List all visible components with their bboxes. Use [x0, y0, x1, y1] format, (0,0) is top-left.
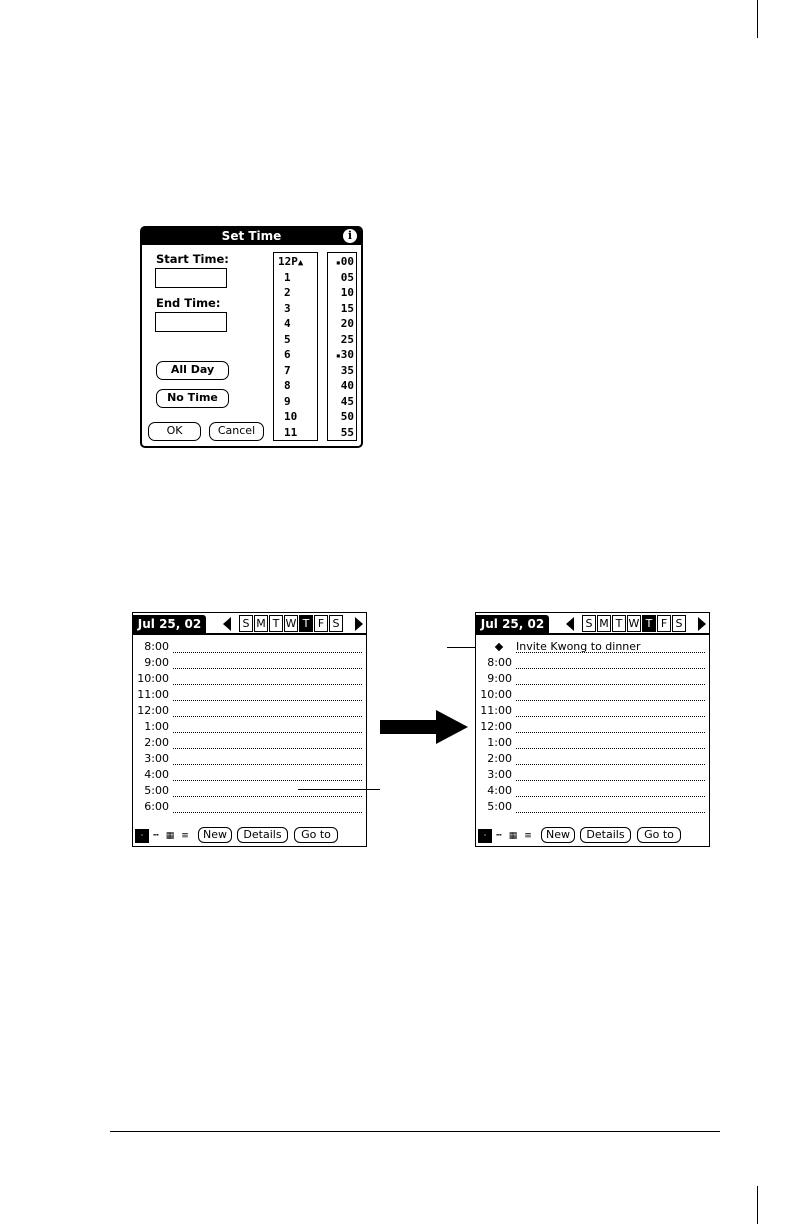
day-view-header	[476, 613, 709, 635]
time-slot-row[interactable]	[476, 671, 709, 687]
date-title[interactable]: Jul 25, 02	[476, 615, 549, 633]
minute-label: 55	[340, 425, 354, 439]
marker-icon: ▪	[335, 258, 341, 267]
slot-line	[516, 668, 705, 669]
minute-option[interactable]	[328, 254, 356, 270]
start-time-field[interactable]	[155, 268, 227, 288]
time-label[interactable]: 2:00	[487, 752, 512, 765]
time-label[interactable]: 11:00	[137, 688, 169, 701]
slot-line	[516, 700, 705, 701]
slot-line	[516, 812, 705, 813]
time-slot-row[interactable]	[133, 735, 366, 751]
slot-line	[516, 796, 705, 797]
crop-mark	[757, 0, 758, 38]
minute-label: 50	[340, 410, 354, 423]
day-button[interactable]: S	[672, 615, 686, 632]
minute-option[interactable]	[328, 378, 356, 394]
time-slot-row[interactable]	[476, 655, 709, 671]
slot-line	[516, 780, 705, 781]
time-slot-row[interactable]	[133, 655, 366, 671]
time-label[interactable]: 1:00	[144, 720, 169, 733]
hour-option[interactable]: 3	[284, 301, 291, 315]
time-slot-row[interactable]	[133, 783, 366, 799]
time-slot-row[interactable]	[133, 639, 366, 655]
transition-arrow-icon	[380, 710, 470, 744]
marker-icon: ▪	[335, 351, 341, 360]
time-slot-row[interactable]	[133, 671, 366, 687]
crop-mark	[757, 1186, 758, 1224]
time-slot-row[interactable]	[476, 735, 709, 751]
command-bar	[133, 824, 366, 846]
time-label[interactable]: 9:00	[487, 672, 512, 685]
time-slot-row[interactable]	[133, 767, 366, 783]
minute-list[interactable]	[327, 252, 357, 441]
minute-option[interactable]	[328, 270, 356, 286]
slot-line	[173, 668, 362, 669]
minute-label: 40	[340, 379, 354, 392]
hour-option[interactable]: 5	[284, 332, 291, 346]
slot-line	[173, 684, 362, 685]
slot-line	[173, 796, 362, 797]
day-button[interactable]: M	[254, 615, 268, 632]
time-label[interactable]: 5:00	[144, 784, 169, 797]
hour-option[interactable]: 8	[284, 379, 291, 392]
previous-week-arrow-icon[interactable]	[566, 617, 574, 631]
header-divider	[476, 633, 709, 635]
minute-option[interactable]	[328, 394, 356, 410]
time-slot-row[interactable]	[133, 751, 366, 767]
time-label[interactable]: 6:00	[144, 800, 169, 813]
time-label[interactable]: 9:00	[144, 656, 169, 669]
footer-rule	[110, 1131, 720, 1132]
hour-option[interactable]: 9	[284, 394, 291, 408]
time-label[interactable]: 10:00	[480, 688, 512, 701]
day-button[interactable]: F	[657, 615, 671, 632]
hour-option[interactable]: 1	[284, 270, 291, 284]
no-time-button[interactable]: No Time	[156, 389, 229, 408]
day-button[interactable]: F	[314, 615, 328, 632]
day-button[interactable]: S	[329, 615, 343, 632]
time-label[interactable]: 12:00	[137, 704, 169, 717]
time-slot-row[interactable]	[476, 687, 709, 703]
minute-option[interactable]	[328, 301, 356, 317]
slot-line	[516, 716, 705, 717]
new-button[interactable]: New	[198, 827, 232, 843]
minute-option[interactable]	[328, 285, 356, 301]
details-button[interactable]: Details	[237, 827, 288, 843]
minute-label: 10	[340, 286, 354, 299]
slot-line	[516, 748, 705, 749]
time-label[interactable]: 4:00	[144, 768, 169, 781]
time-label[interactable]: 10:00	[137, 672, 169, 685]
slot-line	[173, 700, 362, 701]
time-slot-row[interactable]	[476, 719, 709, 735]
minute-label: 05	[340, 270, 354, 284]
go-to-button[interactable]: Go to	[294, 827, 338, 843]
slot-line	[173, 780, 362, 781]
untimed-event-diamond-icon	[495, 643, 503, 651]
month-view-icon[interactable]: ▦	[508, 831, 518, 841]
next-week-arrow-icon[interactable]	[698, 617, 706, 631]
hour-option[interactable]: 12P▲	[274, 254, 317, 270]
time-slot-row[interactable]	[133, 687, 366, 703]
details-button[interactable]: Details	[580, 827, 631, 843]
hour-option[interactable]: 7	[284, 363, 291, 377]
time-slot-row[interactable]	[476, 703, 709, 719]
minute-label: 25	[340, 332, 354, 346]
time-slot-row[interactable]	[476, 767, 709, 783]
minute-option[interactable]	[328, 363, 356, 379]
time-label[interactable]: 11:00	[480, 704, 512, 717]
minute-label: 45	[340, 394, 354, 408]
event-description[interactable]: Invite Kwong to dinner	[516, 640, 641, 653]
slot-line	[173, 732, 362, 733]
header-divider	[133, 633, 366, 635]
up-arrow-icon[interactable]: ▲	[297, 258, 304, 268]
time-label[interactable]: 5:00	[487, 800, 512, 813]
day-button[interactable]: M	[597, 615, 611, 632]
next-week-arrow-icon[interactable]	[355, 617, 363, 631]
cancel-button[interactable]: Cancel	[209, 422, 264, 441]
minute-label: 20	[340, 317, 354, 330]
slot-line	[173, 812, 362, 813]
hour-option[interactable]: 6	[284, 348, 291, 361]
time-label[interactable]: 3:00	[144, 752, 169, 765]
hour-option[interactable]: 10	[284, 410, 298, 423]
hour-list[interactable]	[273, 252, 318, 441]
end-time-field[interactable]	[155, 312, 227, 332]
time-label[interactable]: 4:00	[487, 784, 512, 797]
new-button[interactable]: New	[541, 827, 575, 843]
time-label[interactable]: 3:00	[487, 768, 512, 781]
all-day-button[interactable]: All Day	[156, 361, 229, 380]
start-time-label: Start Time:	[156, 252, 229, 266]
minute-label: 30	[340, 348, 354, 361]
agenda-view-icon[interactable]: ≡	[181, 831, 189, 841]
minute-option[interactable]	[328, 409, 356, 425]
hour-option[interactable]: 2	[284, 286, 291, 299]
slot-line	[516, 732, 705, 733]
time-slot-row[interactable]	[476, 751, 709, 767]
week-view-icon[interactable]: ┅	[496, 831, 502, 841]
time-slot-row[interactable]	[133, 719, 366, 735]
info-icon[interactable]: i	[343, 229, 357, 243]
hour-option[interactable]: 11	[284, 425, 298, 439]
day-button[interactable]: S	[239, 615, 253, 632]
minute-label: 00	[340, 255, 354, 268]
ok-button[interactable]: OK	[148, 422, 201, 441]
day-button[interactable]: T	[642, 615, 656, 632]
agenda-view-icon[interactable]: ≡	[524, 831, 532, 841]
time-label[interactable]: 2:00	[144, 736, 169, 749]
slot-line	[173, 652, 362, 653]
day-button[interactable]: T	[299, 615, 313, 632]
time-slot-row[interactable]	[476, 783, 709, 799]
minute-label: 15	[340, 301, 354, 315]
day-button[interactable]: W	[285, 617, 297, 630]
day-button[interactable]: S	[582, 615, 596, 632]
slot-line	[173, 764, 362, 765]
time-label[interactable]: 12:00	[480, 720, 512, 733]
week-view-icon[interactable]: ┅	[153, 831, 159, 841]
day-view-screen-after	[475, 612, 710, 847]
date-title[interactable]: Jul 25, 02	[133, 615, 206, 633]
slot-line	[173, 716, 362, 717]
minute-option[interactable]	[328, 332, 356, 348]
time-label[interactable]: 8:00	[487, 656, 512, 669]
minute-option[interactable]	[328, 316, 356, 332]
day-view-header	[133, 613, 366, 635]
day-button[interactable]: W	[628, 617, 640, 630]
slot-line	[173, 748, 362, 749]
time-slot-row[interactable]	[476, 799, 709, 815]
minute-option[interactable]	[328, 425, 356, 441]
month-view-icon[interactable]: ▦	[165, 831, 175, 841]
time-label[interactable]: 8:00	[144, 640, 169, 653]
day-view-icon[interactable]: ·	[135, 829, 149, 843]
set-time-dialog	[140, 226, 363, 448]
day-view-screen-before	[132, 612, 367, 847]
previous-week-arrow-icon[interactable]	[223, 617, 231, 631]
slot-line	[516, 764, 705, 765]
day-button[interactable]: T	[612, 615, 626, 632]
day-button[interactable]: T	[269, 615, 283, 632]
minute-option[interactable]	[328, 347, 356, 363]
day-view-icon[interactable]: ·	[478, 829, 492, 843]
go-to-button[interactable]: Go to	[637, 827, 681, 843]
untimed-event-row[interactable]	[476, 639, 709, 655]
slot-line	[516, 652, 705, 653]
command-bar	[476, 824, 709, 846]
end-time-label: End Time:	[156, 296, 221, 310]
time-slot-row[interactable]	[133, 703, 366, 719]
time-label[interactable]: 1:00	[487, 736, 512, 749]
dialog-title: Set Time	[142, 228, 361, 245]
callout-line	[298, 789, 380, 790]
slot-line	[516, 684, 705, 685]
time-slot-row[interactable]	[133, 799, 366, 815]
hour-option[interactable]: 4	[284, 317, 291, 330]
minute-label: 35	[340, 363, 354, 377]
